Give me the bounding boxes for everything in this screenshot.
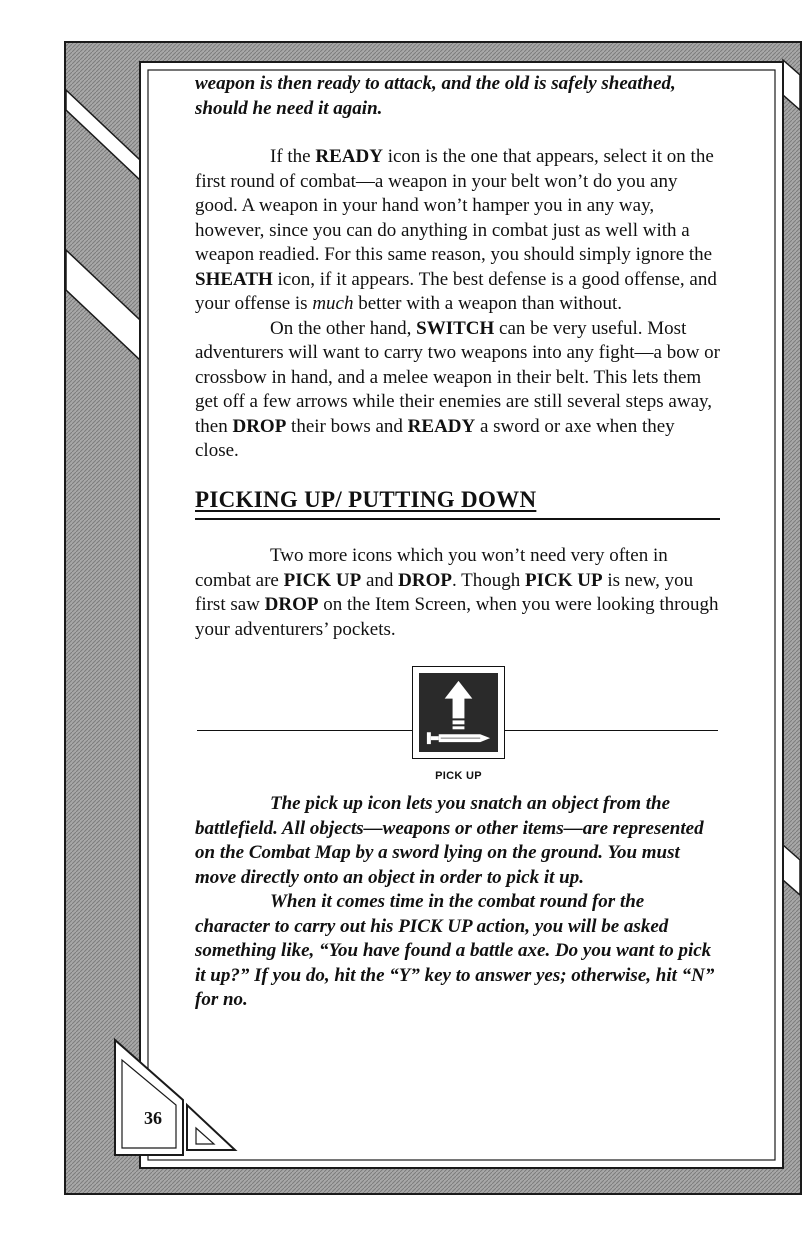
paragraph-ready-icon: If the READY icon is the one that appears, select it on the first round of combat—a weapon in your belt won’t do you any good. A weapon in your hand won’t hamper you in any way, however, since you can do anything in combat just as well with a weapon readied. For this same reason, you should simply ignore the SHEATH icon, if it appears. The best defense is a good offense, and your offense is much better with a weapon than without. xyxy=(195,146,717,314)
paragraph-pick-up-drop: Two more icons which you won’t need very often in combat are PICK UP and DROP. Though PICK UP is new, you first saw DROP on the Item Screen, when you were looking through your adventurers’ pockets. xyxy=(195,545,719,640)
paragraph-switch-icon: On the other hand, SWITCH can be very useful. Most adventurers will want to carry two weapons into any fight—a bow or crossbow in hand, and a melee weapon in their belt. This lets them get off a few arrows while their enemies are still several steps away, then DROP their bows and READY a sword or axe when they close. xyxy=(195,317,721,461)
divider-line-right xyxy=(505,730,718,731)
divider-line-left xyxy=(197,730,412,731)
paragraph-continuation: weapon is then ready to attack, and the old is safely sheathed, should he need it again. xyxy=(195,73,676,119)
paragraph-pick-up-description: The pick up icon lets you snatch an object from the battlefield. All objects—weapons or other items—are represented on the Combat Map by a sword lying on the ground. You must move directly onto an object in order to pick it up. xyxy=(195,793,704,888)
pick-up-icon-figure xyxy=(195,666,720,786)
pick-up-arrow-sword-icon xyxy=(419,673,498,752)
page-content xyxy=(195,72,720,1013)
paragraph-pick-up-action: When it comes time in the combat round for the character to carry out his PICK UP action, you will be asked something like, “You have found a battle axe. Do you want to pick it up?” If you do, hit the “Y” key to answer yes; otherwise, hit “N” for no. xyxy=(195,891,715,1010)
section-heading: PICKING UP/ PUTTING DOWN xyxy=(195,488,720,521)
pick-up-icon-box xyxy=(412,666,505,759)
icon-caption: PICK UP xyxy=(435,770,482,782)
page-number: 36 xyxy=(144,1108,162,1128)
